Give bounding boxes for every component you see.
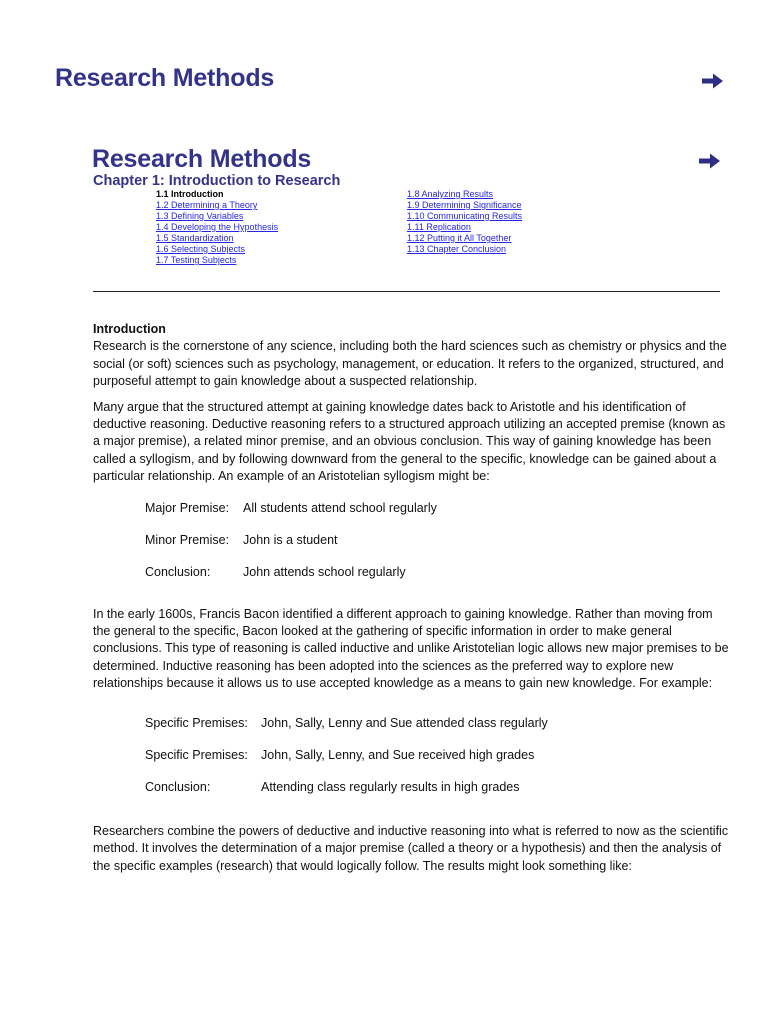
toc-link[interactable]: 1.13 Chapter Conclusion <box>407 244 507 254</box>
right-arrow-icon <box>701 71 725 91</box>
syllogism-value: John attends school regularly <box>243 564 406 579</box>
next-page-arrow-icon[interactable] <box>701 71 725 91</box>
chapter-title: Chapter 1: Introduction to Research <box>93 173 341 189</box>
syllogism-value: Attending class regularly results in high grades <box>261 779 520 794</box>
syllogism-row <box>145 715 729 747</box>
page-header-title: Research Methods <box>55 64 275 92</box>
syllogism-label: Specific Premises: <box>145 747 248 762</box>
syllogism-row <box>145 500 729 532</box>
paragraph: Research is the cornerstone of any science, including both the hard sciences such as chemistry or physics and the social (or soft) sciences such as psychology, management, or education. It refers to the organized, structured, and purposeful attempt to gain knowledge about a suspected relationship. <box>93 339 727 389</box>
document-title: Research Methods <box>92 145 312 173</box>
syllogism-label: Major Premise: <box>145 500 230 515</box>
article-body <box>93 321 729 883</box>
syllogism-value: John is a student <box>243 532 338 547</box>
toc-link[interactable]: 1.10 Communicating Results <box>407 211 523 221</box>
toc-link[interactable]: 1.7 Testing Subjects <box>156 255 237 265</box>
right-arrow-icon <box>698 151 722 171</box>
syllogism-value: John, Sally, Lenny and Sue attended class regularly <box>261 715 548 730</box>
toc-item-current: 1.1 Introduction <box>156 189 224 199</box>
toc-link[interactable]: 1.11 Replication <box>407 222 471 232</box>
toc-link[interactable]: 1.9 Determining Significance <box>407 200 522 210</box>
syllogism-row <box>145 747 729 779</box>
toc-link[interactable]: 1.8 Analyzing Results <box>407 189 494 199</box>
horizontal-divider <box>93 291 720 292</box>
paragraph: Researchers combine the powers of deductive and inductive reasoning into what is referred to now as the scientific method. It involves the determination of a major premise (called a theory or a hypothesis) and then the analysis of the specific examples (research) that would logically follow. The results might look something like: <box>93 823 729 873</box>
toc-link[interactable]: 1.6 Selecting Subjects <box>156 244 246 254</box>
toc-right-column <box>407 189 522 255</box>
toc-link[interactable]: 1.2 Determining a Theory <box>156 200 258 210</box>
syllogism-label: Minor Premise: <box>145 532 230 547</box>
syllogism-value: John, Sally, Lenny, and Sue received high grades <box>261 747 535 762</box>
syllogism-row <box>145 532 729 564</box>
syllogism-row <box>145 564 729 596</box>
toc-left-column <box>156 189 278 266</box>
toc-link[interactable]: 1.12 Putting it All Together <box>407 233 512 243</box>
syllogism-row <box>145 779 729 811</box>
toc-link[interactable]: 1.3 Defining Variables <box>156 211 244 221</box>
syllogism-label: Conclusion: <box>145 779 211 794</box>
syllogism-example-deductive <box>145 500 729 596</box>
syllogism-label: Specific Premises: <box>145 715 248 730</box>
toc-link[interactable]: 1.5 Standardization <box>156 233 234 243</box>
syllogism-value: All students attend school regularly <box>243 500 437 515</box>
syllogism-example-inductive <box>145 715 729 811</box>
next-section-arrow-icon[interactable] <box>698 151 722 171</box>
toc-link[interactable]: 1.4 Developing the Hypothesis <box>156 222 279 232</box>
section-heading: Introduction <box>93 322 166 336</box>
paragraph: Many argue that the structured attempt at gaining knowledge dates back to Aristotle and his identification of deductive reasoning. Deductive reasoning refers to a structured approach utilizing an accepted premise (known as a major premise), a related minor premise, and an obvious conclusion. This way of gaining knowledge has been called a syllogism, and by following downward from the general to the specific, knowledge can be gained about a particular relationship. An example of an Aristotelian syllogism might be: <box>93 399 726 484</box>
syllogism-label: Conclusion: <box>145 564 211 579</box>
paragraph: In the early 1600s, Francis Bacon identified a different approach to gaining knowledge. Rather than moving from the general to the specific, Bacon looked at the gathering of specific information in order to make general conclusions. This type of reasoning is called inductive and unlike Aristotelian logic allows new major premises to be determined. Inductive reasoning has been adopted into the sciences as the preferred way to explore new relationships because it allows us to use accepted knowledge as a means to gain new knowledge. For example: <box>93 606 729 691</box>
